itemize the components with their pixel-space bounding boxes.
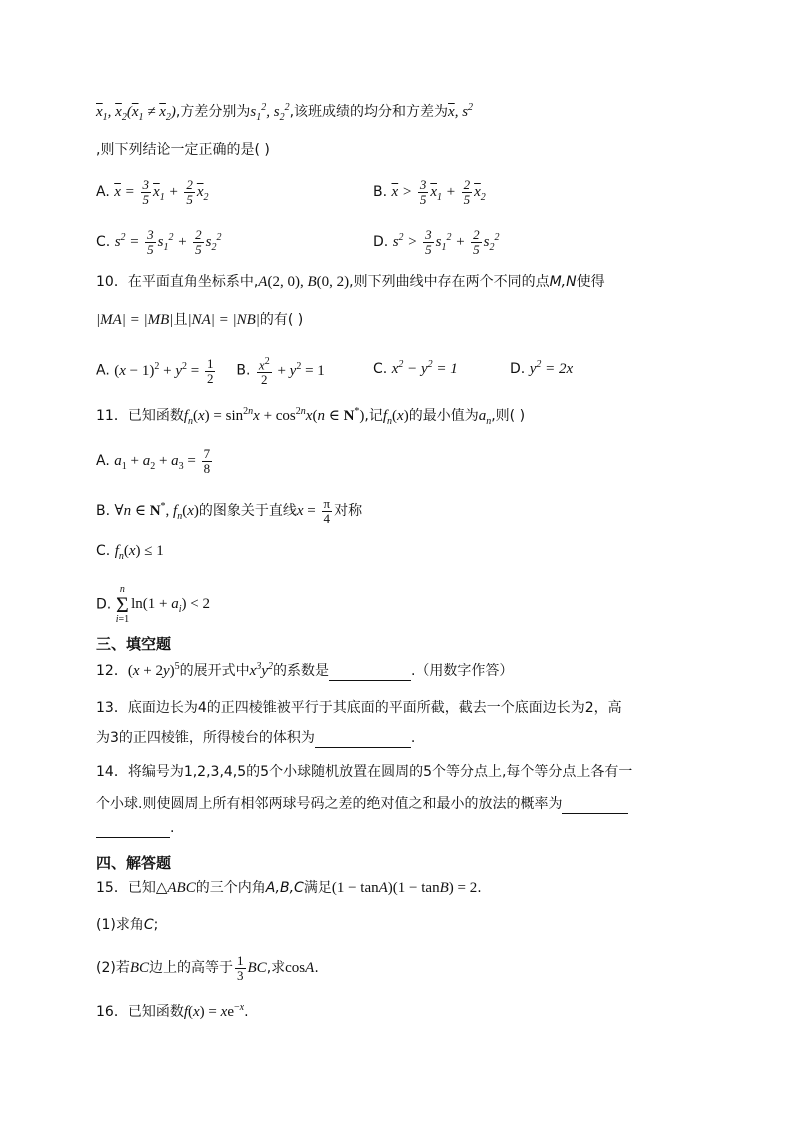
q13-line1 [96,698,622,718]
q11-opt-a-math: $a_1 + a_2 + a_3$ = $\frac{7}{8}$ [114,446,211,476]
q10-text-e: 的有( ) [259,312,304,328]
q12-term: $x^3y^2$ [249,661,273,679]
q11-opt-b-math-b: x = $\frac{\pi}{4}$ [296,496,331,527]
q14-end: . [170,820,175,836]
q10-text-d: 且 [173,312,188,328]
q11-text-d: ,则( ) [491,408,526,424]
q10-points-mn: M,N [549,274,577,290]
q9-opt-b-math: $\overline{x}$ > $\frac{3}{5}$ $\overline{x}_1$ + $\frac{2}{5}$ $\overline{x}_2$ [391,177,486,207]
q11-opt-d-label: D. [96,596,112,613]
q15-third-bc: $\frac{1}{3}$ BC [237,953,267,983]
q10-opt-b [236,356,325,388]
q12-text-a: 的展开式中 [179,663,250,679]
q15-part2-end: . [314,959,319,976]
q11-text-a: 已知函数 [127,408,184,424]
q15-end: . [477,880,482,896]
q10-text-b: ,则下列曲线中存在两个不同的点 [349,274,550,290]
q11-opt-a-label: A. [96,452,110,469]
q11-opt-b-text-a: 的图象关于直线 [198,503,297,519]
q10-number: 10． [96,274,128,290]
q9-opt-a-label: A. [96,183,110,200]
q11-an: $a_n$ [478,408,492,427]
q15-part1 [96,915,158,935]
q12-answer-blank[interactable] [329,666,411,681]
q12-number: 12． [96,663,128,679]
math-s1-s2: $s_1^2$, $s_2^2$ [250,102,290,123]
q16-end: . [244,1004,249,1020]
q9-opt-a-math: $\overline{x}$ = $\frac{3}{5}$ $\overline{x}_1$ + $\frac{2}{5}$ $\overline{x}_2$ [114,177,209,207]
q12-text-c: .（用数字作答） [410,663,514,679]
q15-angles: A,B,C [265,880,304,896]
q10-opt-d-math: $y^2 = 2x$ [529,359,574,377]
math-x-s2: $\overline{x}$, $s^2$ [448,102,474,120]
q10-cond-2: |NA| = |NB| [187,312,260,328]
q15-part1-text: (1)求角 [96,917,144,933]
q9-intro-line [96,98,473,128]
q10-opt-c-math: $x^2 - y^2 = 1$ [391,359,458,377]
q15-text-b: 的三个内角 [195,880,266,896]
q11-opt-d-math: n Σ i=1 $\ln(1 + a_i) < 2$ [115,584,210,625]
q15-condition: (1 − tanA)(1 − tanB) = 2 [331,880,478,896]
q10-opt-c [373,355,458,379]
q14-line2-text: 个小球.则使圆周上所有相邻两球号码之差的绝对值之和最小的放法的概率为 [96,796,563,812]
q9-intro-a: ,方差分别为 [175,104,251,120]
q14-line2 [96,794,628,814]
q9-intro-b: ,该班成绩的均分和方差为 [289,104,449,120]
q11-stem [96,402,525,432]
q11-opt-c-label: C. [96,543,111,559]
q10-stem-line2 [96,310,303,330]
q9-opt-d-label: D. [373,234,389,250]
q11-opt-b-text-b: 对称 [334,503,363,519]
q13-line2 [96,728,415,748]
q12 [96,657,513,681]
q13-line1-text: 底面边长为4的正四棱锥被平行于其底面的平面所截，截去一个底面边长为2，高 [127,700,622,716]
q9-option-a [96,178,209,208]
q13-line2-text: 为3的正四棱锥，所得棱台的体积为 [96,730,315,746]
math-x1-x2: $\overline{x}_1$, $\overline{x}_2(\overline{x}_1 \ne \overline{x}_2)$ [96,104,176,123]
q15-triangle: △ABC [155,880,196,896]
q15-part2-c: ,求 [266,959,286,976]
q9-opt-c-label: C. [96,234,111,250]
q10-opt-c-label: C. [373,361,388,377]
q15-bc: BC [129,959,150,976]
q11-opt-c-math: $f_n(x) \le 1$ [114,543,164,562]
q15-part2-a: (2)若 [96,959,130,976]
q12-binomial: $(x + 2y)^5$ [127,661,180,679]
q9-opt-c-math: $s^2$ = $\frac{3}{5}$ $s_1^2$ + $\frac{2}{5}$ $s_2^2$ [114,227,222,258]
q10-opt-b-math: $\frac{x^2}{2}$ + $y^2 = 1$ [258,356,325,388]
q14-answer-blank-a[interactable] [562,799,628,814]
q11-text-c: 的最小值为 [408,408,479,424]
q9-option-b [373,178,486,208]
section-fill-in-blank-title: 三、填空题 [96,635,172,653]
q16-text-a: 已知函数 [127,1004,184,1020]
q14-number: 14． [96,764,128,780]
q9-option-c [96,228,221,258]
q10-points-ab: A(2, 0), B(0, 2) [258,274,350,290]
q15-number: 15． [96,880,128,896]
q11-opt-b-math-a: ∀n ∈ N*, $f_n(x)$ [114,501,199,522]
q16-function: $f(x) = xe^{-x}$ [183,1002,245,1020]
q10-opt-a-math: $(x - 1)^2 + y^2$ = $\frac{1}{2}$ [114,355,214,386]
q11-function-def: $f_n(x) = \sin^{2n}x + \cos^{2n}x(n$ ∈ N*) [183,406,365,427]
q10-opt-a-label: A. [96,362,110,379]
q10-text-a: 在平面直角坐标系中, [127,274,259,290]
q10-opt-d [510,355,573,379]
q11-number: 11． [96,408,128,424]
q15-stem [96,878,482,898]
q9-option-d [373,228,499,258]
q11-fn: $f_n(x)$ [382,408,409,427]
q15-text-c: 满足 [303,880,332,896]
q10-options [96,355,325,387]
q13-answer-blank[interactable] [315,733,411,748]
q13-number: 13． [96,700,128,716]
q10-opt-d-label: D. [510,361,526,377]
section-solutions-title: 四、解答题 [96,854,172,872]
q10-stem-line1 [96,272,605,292]
q14-line3 [96,818,174,838]
q14-line1 [96,762,632,782]
q14-line1-text: 将编号为1,2,3,4,5的5个小球随机放置在圆周的5个等分点上,每个等分点上各有一 [127,764,633,780]
q11-option-d [96,585,210,625]
q11-opt-b-label: B. [96,503,111,519]
q15-part2 [96,954,319,983]
q9-opt-d-math: $s^2$ > $\frac{3}{5}$ $s_1^2$ + $\frac{2}{5}$ $s_2^2$ [392,227,500,258]
q16-stem [96,998,249,1022]
q10-cond-1: |MA| = |MB| [96,312,174,328]
q10-opt-b-label: B. [236,362,251,379]
q11-option-a [96,447,214,477]
q13-end: . [410,730,416,746]
q9-line2: ,则下列结论一定正确的是( ) [96,142,270,158]
q9-opt-b-label: B. [373,183,388,200]
q11-text-b: ,记 [364,408,383,424]
q15-cosa: cosA [285,959,315,976]
q15-part1-var: C [143,917,154,933]
q15-part1-end: ; [153,917,159,933]
q16-number: 16． [96,1004,128,1020]
q11-option-c [96,541,164,567]
q11-option-b [96,497,362,527]
q12-text-b: 的系数是 [272,663,329,679]
q15-text-a: 已知 [127,880,156,896]
q10-text-c: 使得 [576,274,605,290]
q15-part2-b: 边上的高等于 [149,959,234,976]
q14-answer-blank-b[interactable] [96,823,170,838]
q10-opt-a [96,355,217,386]
